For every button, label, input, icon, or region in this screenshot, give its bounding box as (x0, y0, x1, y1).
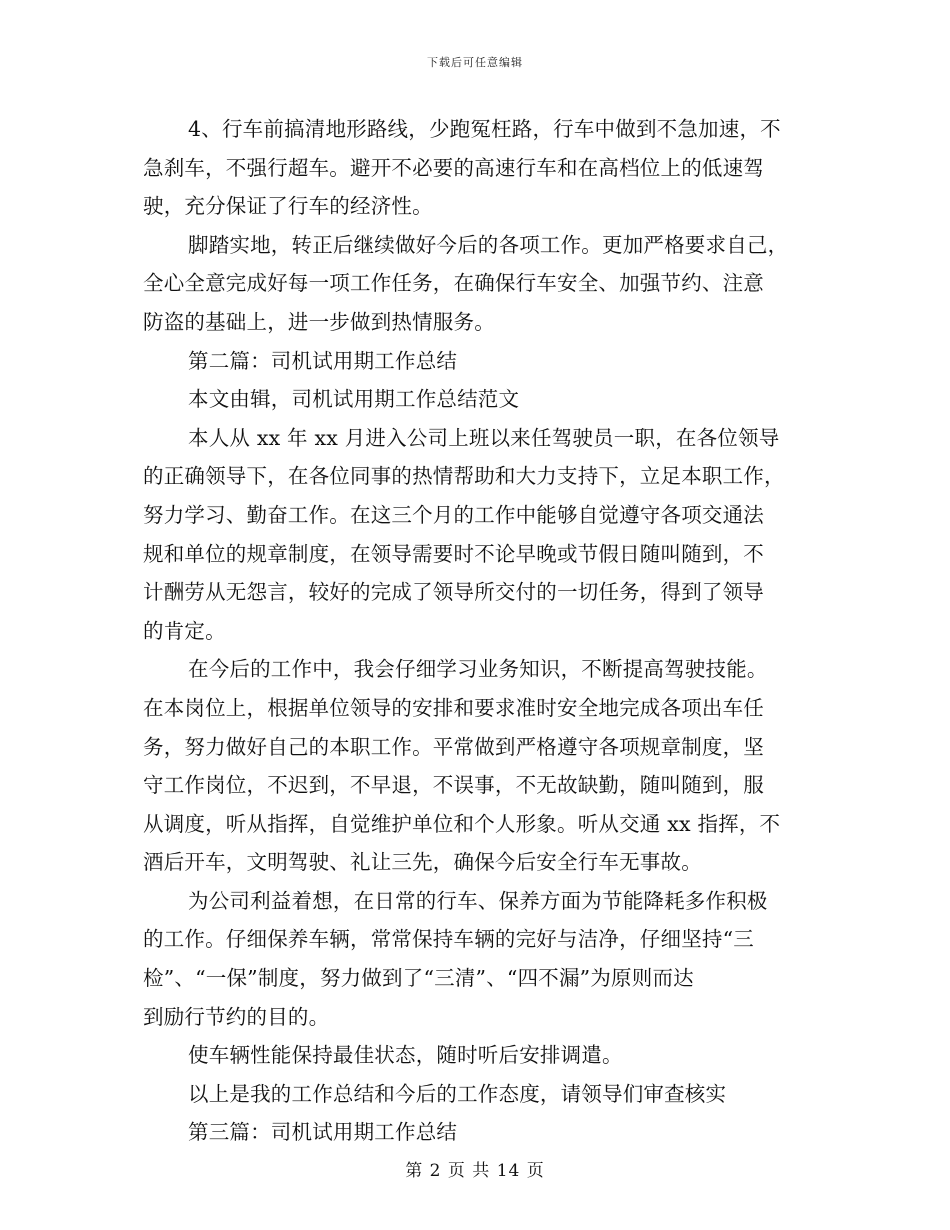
text-line: 以上是我的工作总结和今后的工作态度，请领导们审查核实 (188, 1081, 727, 1106)
text-line: 的工作。仔细保养车辆，常常保持车辆的完好与洁净，仔细坚持“三 (143, 927, 754, 952)
text-line: 务，努力做好自己的本职工作。平常做到严格遵守各项规章制度，坚 (143, 734, 764, 759)
text-line: 第三篇：司机试用期工作总结 (188, 1120, 458, 1145)
page-header: 下载后可任意编辑 (427, 56, 523, 69)
text-line: 的肯定。 (143, 618, 226, 643)
document-body (143, 110, 823, 1152)
text-line: 使车辆性能保持最佳状态，随时听后安排调遣。 (188, 1043, 623, 1068)
text-line: 到励行节约的目的。 (143, 1004, 330, 1029)
text-line: 急刹车，不强行超车。避开不必要的高速行车和在高档位上的低速驾 (143, 155, 764, 180)
text-line: 计酬劳从无怨言，较好的完成了领导所交付的一切任务，得到了领导 (143, 580, 764, 605)
text-line: 守工作岗位，不迟到，不早退，不误事，不无故缺勤，随叫随到，服 (143, 773, 764, 798)
text-line: 脚踏实地，转正后继续做好今后的各项工作。更加严格要求自己， (188, 232, 789, 257)
text-line: 从调度，听从指挥，自觉维护单位和个人形象。听从交通 xx 指挥，不 (143, 811, 781, 836)
text-line: 在今后的工作中，我会仔细学习业务知识，不断提高驾驶技能。 (188, 657, 768, 682)
text-line: 本人从 xx 年 xx 月进入公司上班以来任驾驶员一职，在各位领导 (188, 425, 780, 450)
text-line: 检”、“一保”制度，努力做到了“三清”、“四不漏”为原则而达 (143, 966, 694, 991)
text-line: 防盗的基础上，进一步做到热情服务。 (143, 309, 495, 334)
text-line: 4、行车前搞清地形路线，少跑冤枉路，行车中做到不急加速，不 (188, 117, 781, 141)
text-line: 第二篇：司机试用期工作总结 (188, 348, 458, 373)
text-line: 酒后开车，文明驾驶、礼让三先，确保今后安全行车无事故。 (143, 850, 702, 875)
text-line: 本文由辑，司机试用期工作总结范文 (188, 387, 520, 412)
text-line: 在本岗位上，根据单位领导的安排和要求准时安全地完成各项出车任 (143, 695, 764, 720)
page-footer: 第 2 页 共 14 页 (405, 1161, 545, 1181)
text-line: 的正确领导下，在各位同事的热情帮助和大力支持下，立足本职工作， (143, 464, 785, 489)
text-line: 规和单位的规章制度，在领导需要时不论早晚或节假日随叫随到，不 (143, 541, 764, 566)
text-line: 全心全意完成好每一项工作任务，在确保行车安全、加强节约、注意 (143, 271, 764, 296)
text-line: 驶，充分保证了行车的经济性。 (143, 194, 433, 219)
text-line: 努力学习、勤奋工作。在这三个月的工作中能够自觉遵守各项交通法 (143, 502, 764, 527)
text-line: 为公司利益着想，在日常的行车、保养方面为节能降耗多作积极 (188, 888, 768, 913)
